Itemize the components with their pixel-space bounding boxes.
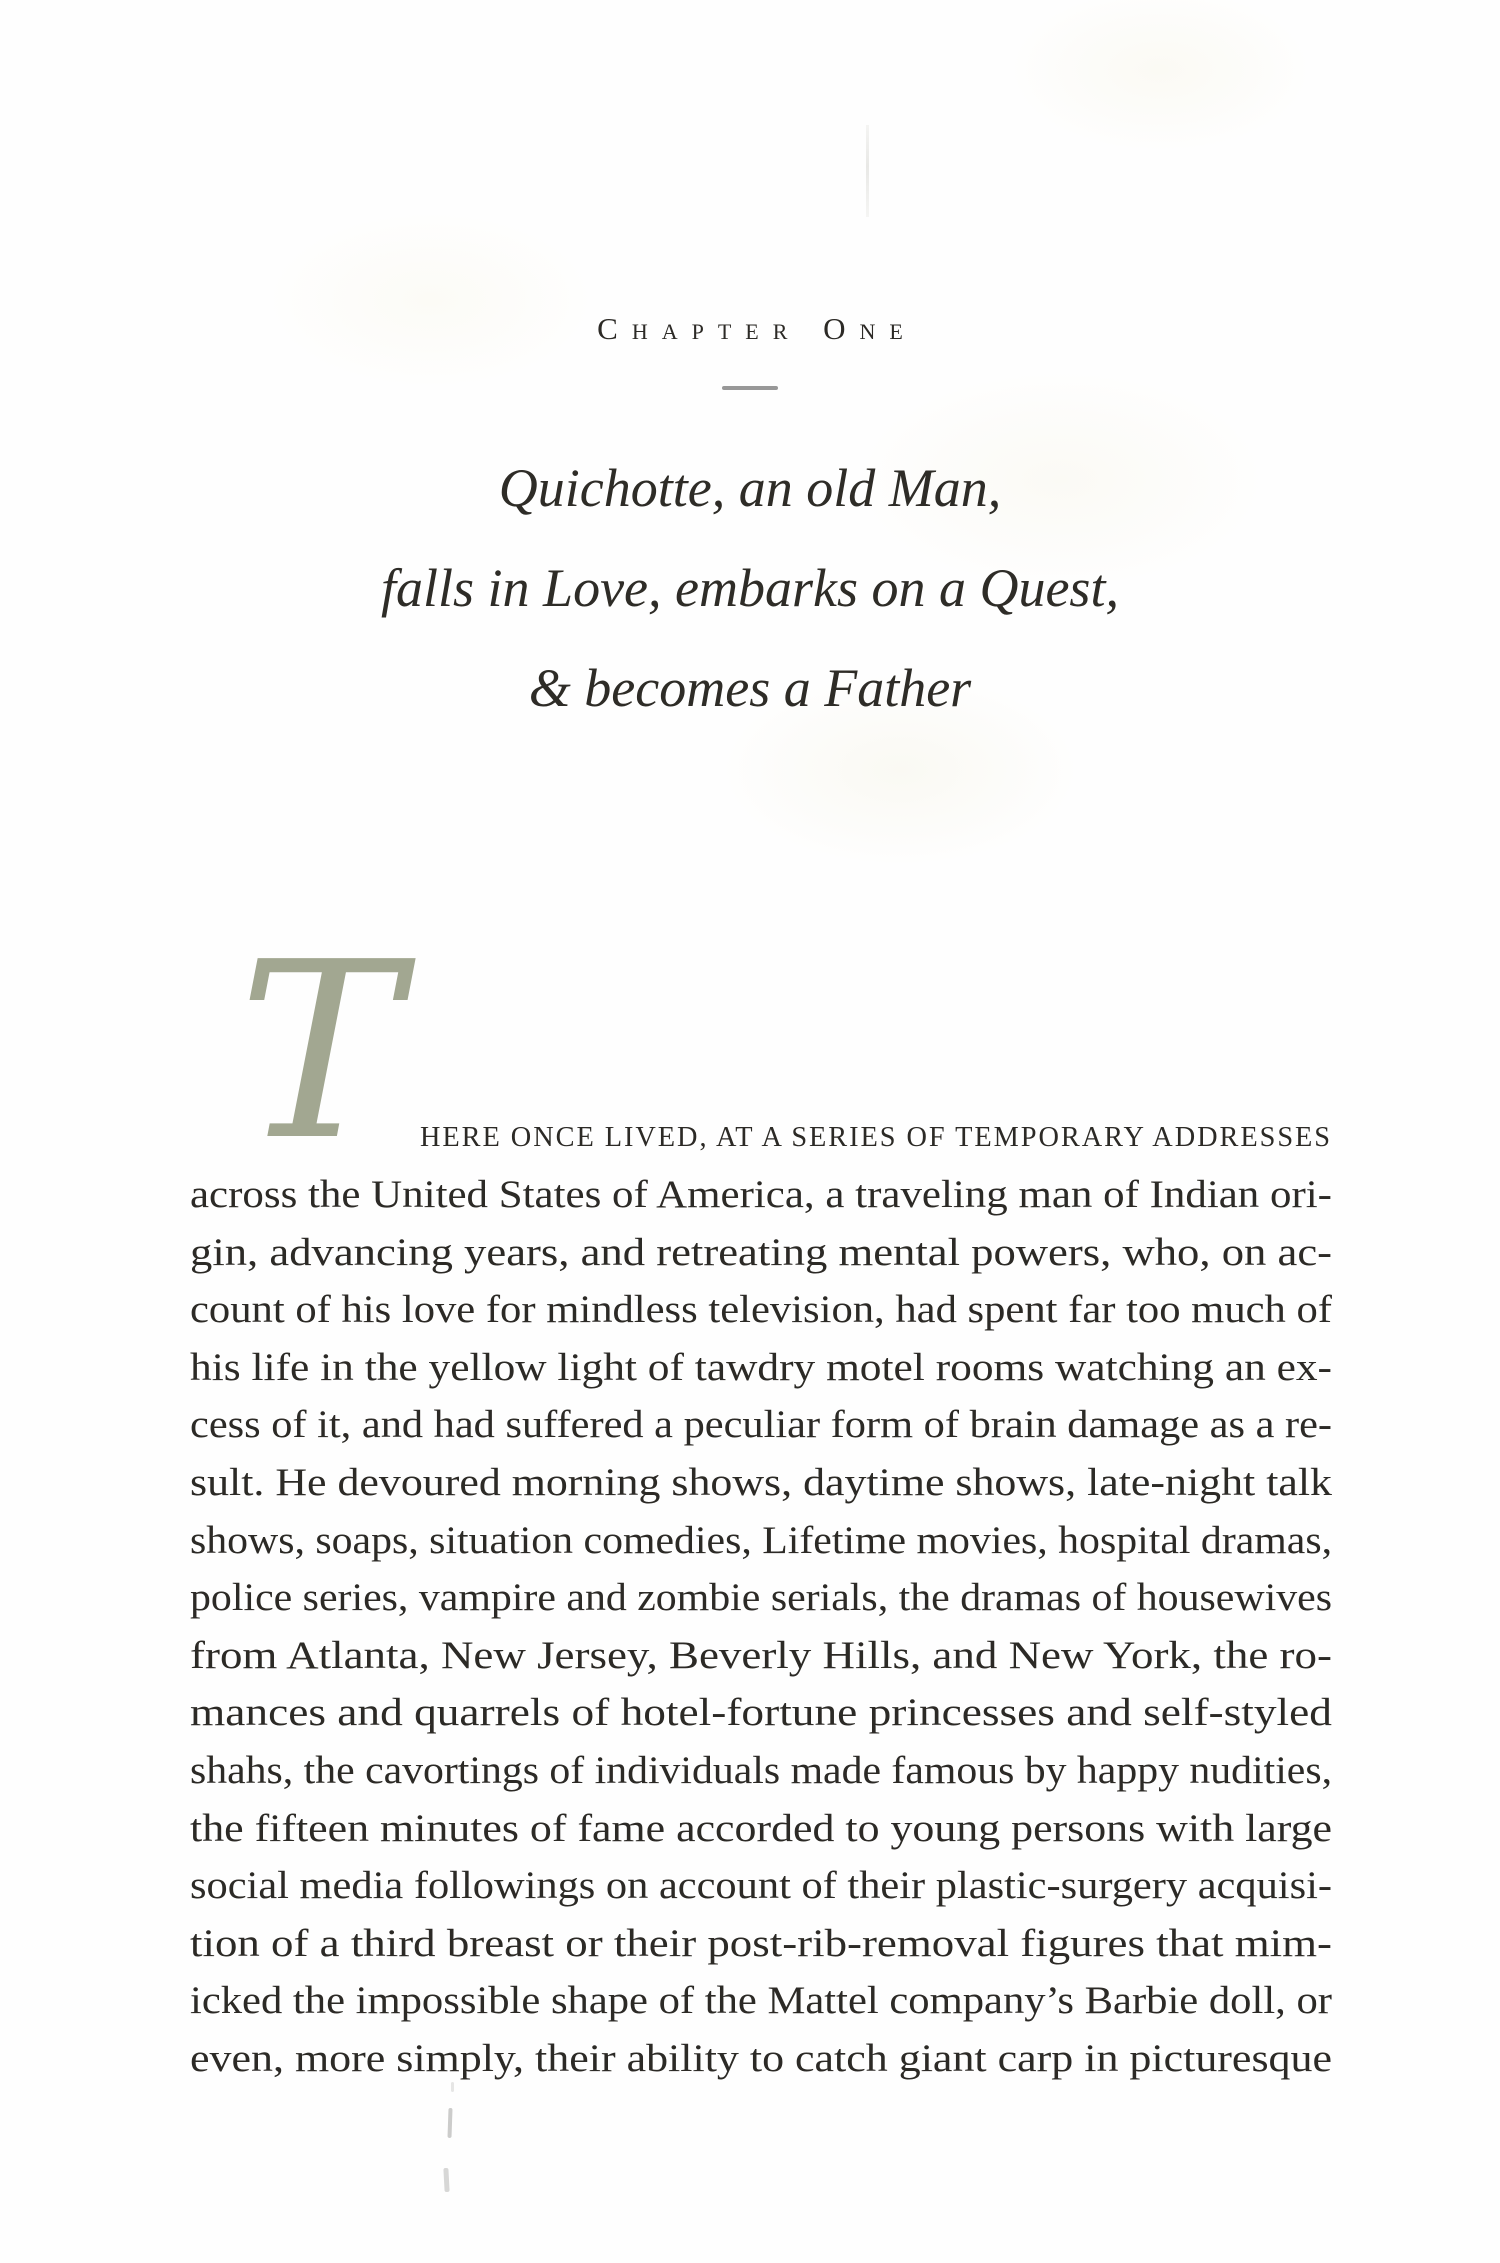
opening-small-caps-line: HERE ONCE LIVED, AT A SERIES OF TEMPORARY ADDRESSES (420, 1121, 1332, 1153)
paragraph (190, 1166, 1332, 2088)
paragraph-line: from Atlanta, New Jersey, Beverly Hills, and New York, the ro- (190, 1633, 1332, 1677)
paragraph-line: shahs, the cavortings of individuals made famous by happy nudities, (190, 1748, 1333, 1792)
scan-fold-mark (866, 125, 869, 217)
paragraph-line: icked the impossible shape of the Mattel company’s Barbie doll, or (190, 1979, 1332, 2023)
paragraph-line: police series, vampire and zombie serials, the dramas of housewives (190, 1576, 1332, 1620)
paragraph-line: tion of a third breast or their post-rib-removal figures that mim- (190, 1921, 1332, 1965)
chapter-divider-rule (722, 386, 778, 390)
paragraph-line: gin, advancing years, and retreating mental powers, who, on ac- (190, 1230, 1333, 1274)
paragraph-line: shows, soaps, situation comedies, Lifetime movies, hospital dramas, (190, 1518, 1333, 1562)
chapter-title-line: Quichotte, an old Man, (498, 458, 1002, 518)
paragraph-line: across the United States of America, a traveling man of Indian ori- (190, 1173, 1332, 1216)
scan-artifact (451, 2082, 454, 2092)
paragraph-line: the fifteen minutes of fame accorded to young persons with large (190, 1806, 1333, 1850)
chapter-title-line: & becomes a Father (528, 658, 972, 718)
paragraph-line: social media followings on account of their plastic-surgery acquisi- (190, 1864, 1333, 1908)
paragraph-line: count of his love for mindless television, had spent far too much of (190, 1288, 1333, 1332)
paragraph-line: mances and quarrels of hotel-fortune princesses and self-styled (190, 1691, 1332, 1735)
paragraph-line: even, more simply, their ability to catch giant carp in picturesque (190, 2036, 1333, 2080)
chapter-heading: Chapter One (597, 311, 917, 346)
paragraph-line: sult. He devoured morning shows, daytime shows, late-night talk (190, 1460, 1333, 1504)
scan-artifact (443, 2168, 449, 2192)
chapter-title-line: falls in Love, embarks on a Quest, (381, 558, 1119, 618)
paragraph-line: his life in the yellow light of tawdry motel rooms watching an ex- (190, 1345, 1332, 1389)
scan-artifact (447, 2108, 452, 2138)
chapter-title (0, 438, 1500, 738)
paragraph-line: cess of it, and had suffered a peculiar form of brain damage as a re- (190, 1403, 1333, 1447)
drop-cap-letter: T (238, 910, 401, 1194)
